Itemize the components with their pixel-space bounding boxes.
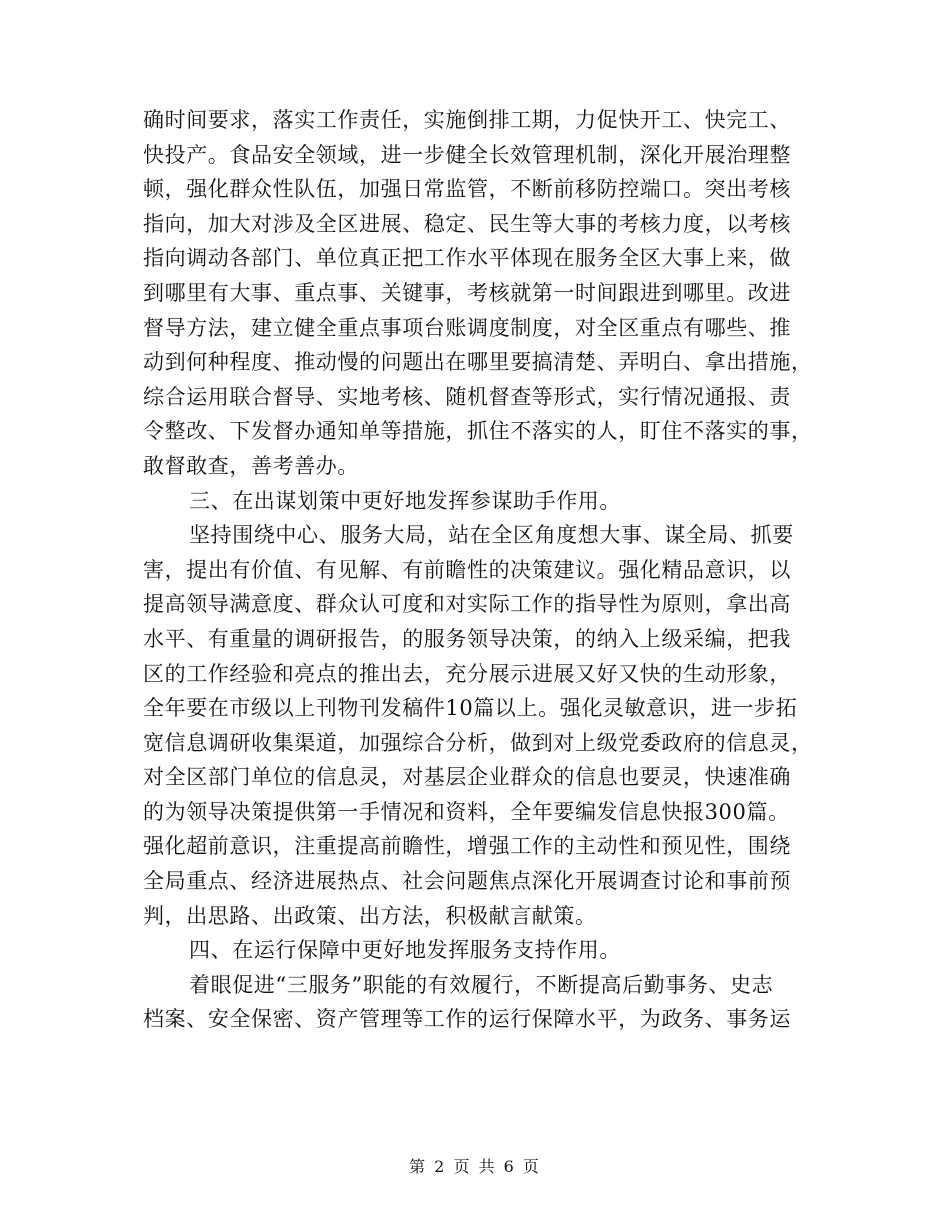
text-line: 全局重点、经济进展热点、社会问题焦点深化开展调查讨论和事前预 — [143, 869, 791, 894]
text-line: 的为领导决策提供第一手情况和资料，全年要编发信息快报300篇。 — [143, 799, 790, 824]
page-number-footer: 第 2 页 共 6 页 — [409, 1157, 541, 1176]
text-line: 敢督敢查，善考善办。 — [143, 453, 359, 478]
text-line: 顿，强化群众性队伍，加强日常监管，不断前移防控端口。突出考核 — [143, 177, 791, 202]
text-line: 区的工作经验和亮点的推出去，充分展示进展又好又快的生动形象， — [143, 661, 791, 686]
section-heading: 三、在出谋划策中更好地发挥参谋助手作用。 — [189, 488, 621, 513]
document-body — [143, 103, 813, 1037]
text-line: 提高领导满意度、群众认可度和对实际工作的指导性为原则，拿出高 — [143, 592, 791, 617]
text-line: 指向，加大对涉及全区进展、稳定、民生等大事的考核力度，以考核 — [143, 211, 791, 236]
text-line: 动到何种程度、推动慢的问题出在哪里要搞清楚、弄明白、拿出措施， — [143, 350, 813, 375]
text-line: 全年要在市级以上刊物刊发稿件10篇以上。强化灵敏意识，进一步拓 — [143, 696, 798, 721]
text-line: 害，提出有价值、有见解、有前瞻性的决策建议。强化精品意识，以 — [143, 557, 791, 582]
text-line: 对全区部门单位的信息灵，对基层企业群众的信息也要灵，快速准确 — [143, 765, 791, 790]
text-line: 判，出思路、出政策、出方法，积极献言献策。 — [143, 903, 597, 928]
text-line: 水平、有重量的调研报告，的服务领导决策，的纳入上级采编，把我 — [143, 626, 791, 651]
text-line: 到哪里有大事、重点事、关键事，考核就第一时间跟进到哪里。改进 — [143, 280, 791, 305]
text-line: 确时间要求，落实工作责任，实施倒排工期，力促快开工、快完工、 — [143, 108, 791, 132]
text-line: 综合运用联合督导、实地考核、随机督查等形式，实行情况通报、责 — [143, 384, 791, 409]
text-line: 快投产。食品安全领域，进一步健全长效管理机制，深化开展治理整 — [143, 142, 791, 167]
text-line: 坚持围绕中心、服务大局，站在全区角度想大事、谋全局、抓要 — [189, 523, 794, 548]
text-line: 督导方法，建立健全重点事项台账调度制度，对全区重点有哪些、推 — [143, 315, 791, 340]
text-line: 着眼促进“三服务”职能的有效履行，不断提高后勤事务、史志 — [189, 972, 774, 997]
text-line: 档案、安全保密、资产管理等工作的运行保障水平，为政务、事务运 — [143, 1007, 791, 1032]
text-line: 宽信息调研收集渠道，加强综合分析，做到对上级党委政府的信息灵， — [143, 730, 813, 755]
section-heading: 四、在运行保障中更好地发挥服务支持作用。 — [189, 938, 621, 963]
text-line: 令整改、下发督办通知单等措施，抓住不落实的人，盯住不落实的事， — [143, 419, 813, 444]
text-line: 强化超前意识，注重提高前瞻性，增强工作的主动性和预见性，围绕 — [143, 834, 791, 859]
text-line: 指向调动各部门、单位真正把工作水平体现在服务全区大事上来，做 — [143, 246, 791, 271]
